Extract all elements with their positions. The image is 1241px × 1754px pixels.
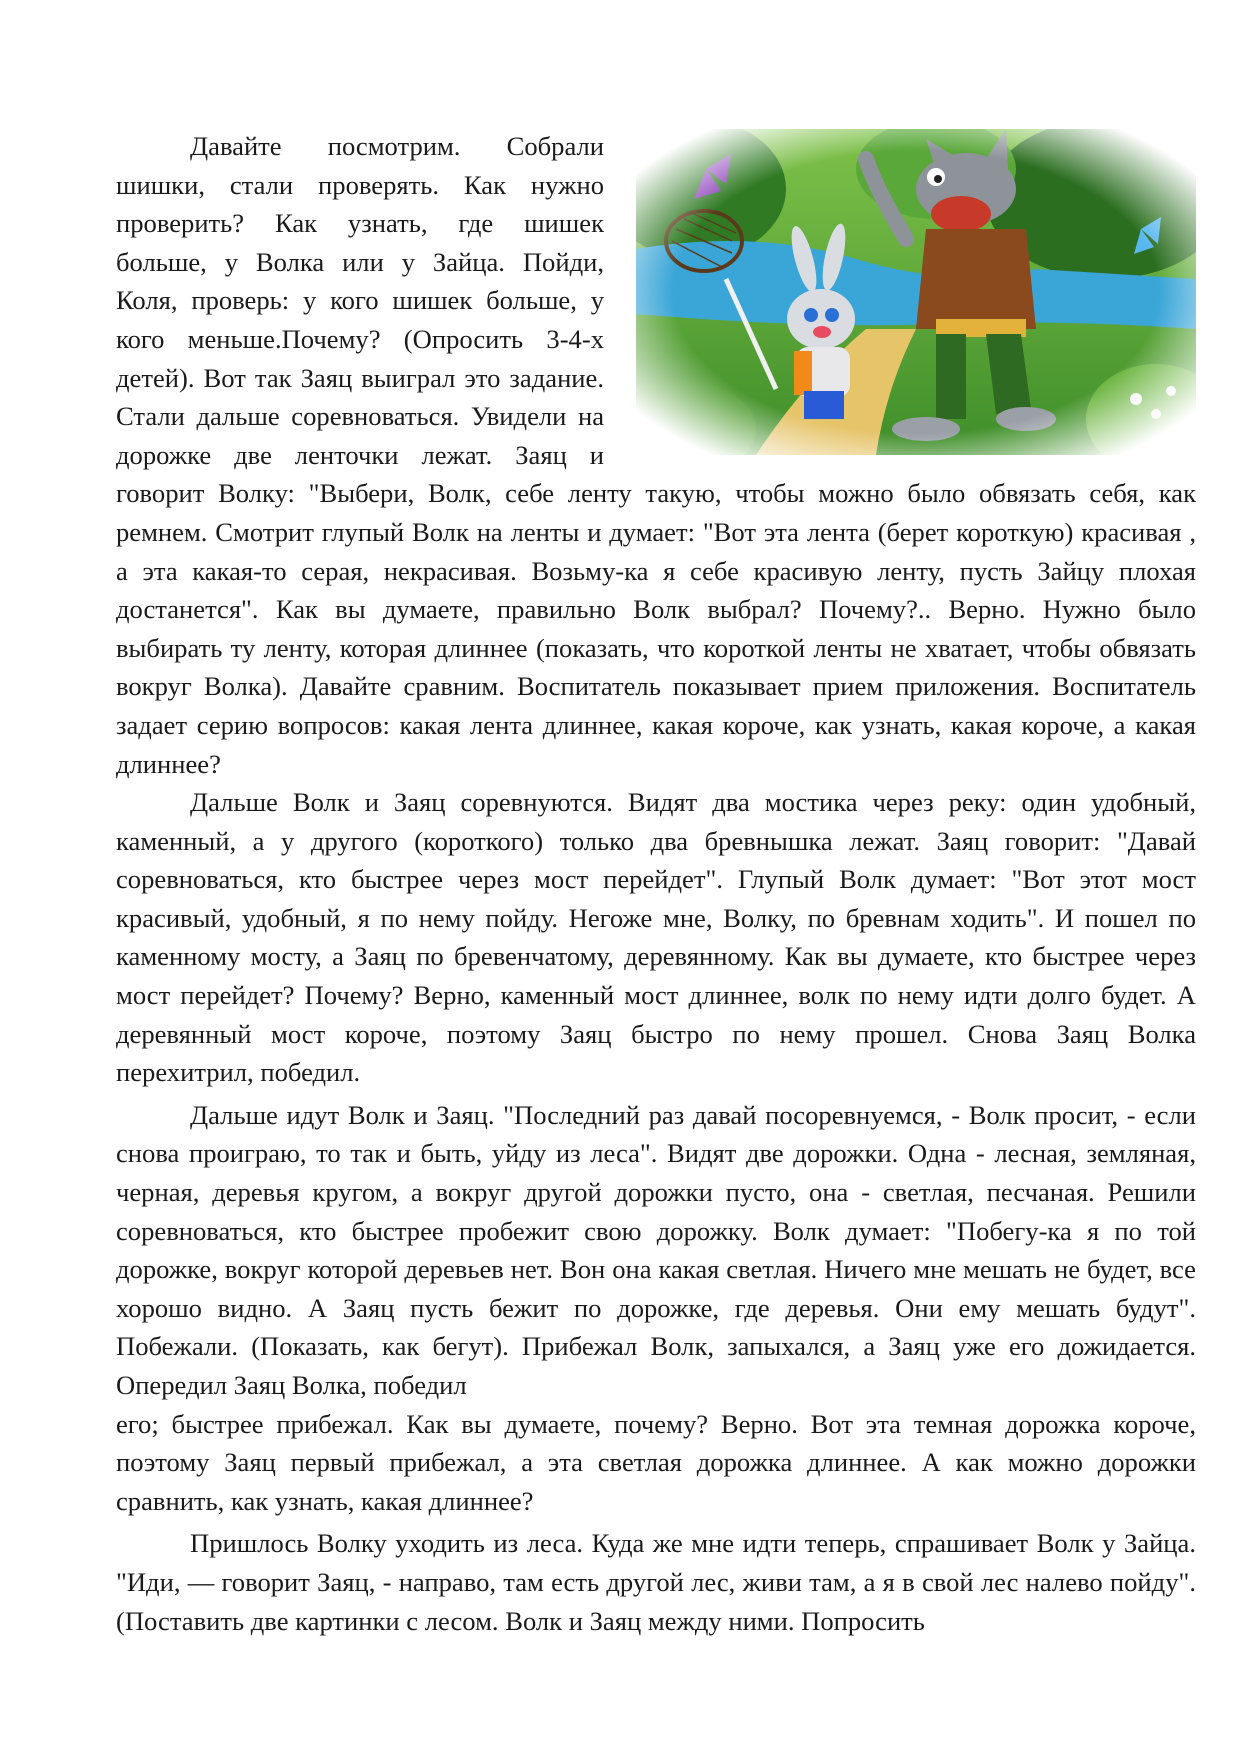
paragraph-1: Давайте посмотрим. Собрали шишки, стали проверять. Как нужно проверить? Как узнать, где шишек больше, у Волка или у Зайца. Пойди, Коля, проверь: у кого шишек больше, у кого меньше.Почему? (Опросить 3-4-х детей). Вот так Заяц выиграл это задание. Стали дальше соревноваться. Увидели на дорожке две ленточки лежат. Заяц и говорит Волку: "Выбери, Волк, себе ленту такую, чтобы можно было обвязать себя, как ремнем. Смотрит глупый Волк на ленты и думает: "Вот эта лента (берет короткую) красивая , а эта какая-то серая, некрасивая. Возьму-ка я себе красивую ленту, пусть Зайцу плохая достанется". Как вы думаете, правильно Волк выбрал? Почему?.. Верно. Нужно было выбирать ту ленту, которая длиннее (показать, что короткой ленты не хватает, чтобы обвязать вокруг Волка). Давайте сравним. Воспитатель показывает прием приложения. Воспитатель задает серию вопросов: какая лента длиннее, какая короче, как узнать, какая короче, а какая длиннее? <box>116 131 1196 779</box>
paragraph-3: Дальше идут Волк и Заяц. "Последний раз давай посоревнуемся, - Волк просит, - если снова проиграю, то так и быть, уйду из леса". Видят две дорожки. Одна - лесная, земляная, черная, деревья кругом, а вокруг другой дорожки пусто, она - светлая, песчаная. Решили соревноваться, кто быстрее пробежит свою дорожку. Волк думает: "Побегу-ка я по той дорожке, вокруг которой деревьев нет. Вон она какая светлая. Ничего мне мешать не будет, все хорошо видно. А Заяц пусть бежит по дорожке, где деревья. Они ему мешать будут". Побежали. (Показать, как бегут). Прибежал Волк, запыхался, а Заяц уже его дожидается. Опередил Заяц Волка, победил <box>116 1099 1196 1400</box>
paragraph-4: его; быстрее прибежал. Как вы думаете, почему? Верно. Вот эта темная дорожка короче, поэтому Заяц первый прибежал, а эта светлая дорожка длиннее. А как можно дорожки сравнить, как узнать, какая длиннее? <box>116 1408 1196 1516</box>
wolf-hare-picture-icon <box>636 129 1196 455</box>
paragraph-2: Дальше Волк и Заяц соревнуются. Видят два мостика через реку: один удобный, каменный, а у другого (короткого) только два бревнышка лежат. Заяц говорит: "Давай соревноваться, кто быстрее через мост перейдет". Глупый Волк думает: "Вот этот мост красивый, удобный, я по нему пойду. Негоже мне, Волку, по бревнам ходить". И пошел по каменному мосту, а Заяц по бревенчатому, деревянному. Как вы думаете, кто быстрее через мост перейдет? Почему? Верно, каменный мост длиннее, волк по нему идти долго будет. А деревянный мост короче, поэтому Заяц быстро по нему прошел. Снова Заяц Волка перехитрил, победил. <box>116 787 1196 1088</box>
paragraph-5: Пришлось Волку уходить из леса. Куда же мне идти теперь, спрашивает Волк у Зайца. "Иди, — говорит Заяц, - направо, там есть другой лес, живи там, а я в свой лес налево пойду". (Поставить две картинки с лесом. Волк и Заяц между ними. Попросить <box>116 1528 1196 1636</box>
text-column <box>116 127 1196 1640</box>
wolf-and-hare-illustration <box>636 129 1196 455</box>
